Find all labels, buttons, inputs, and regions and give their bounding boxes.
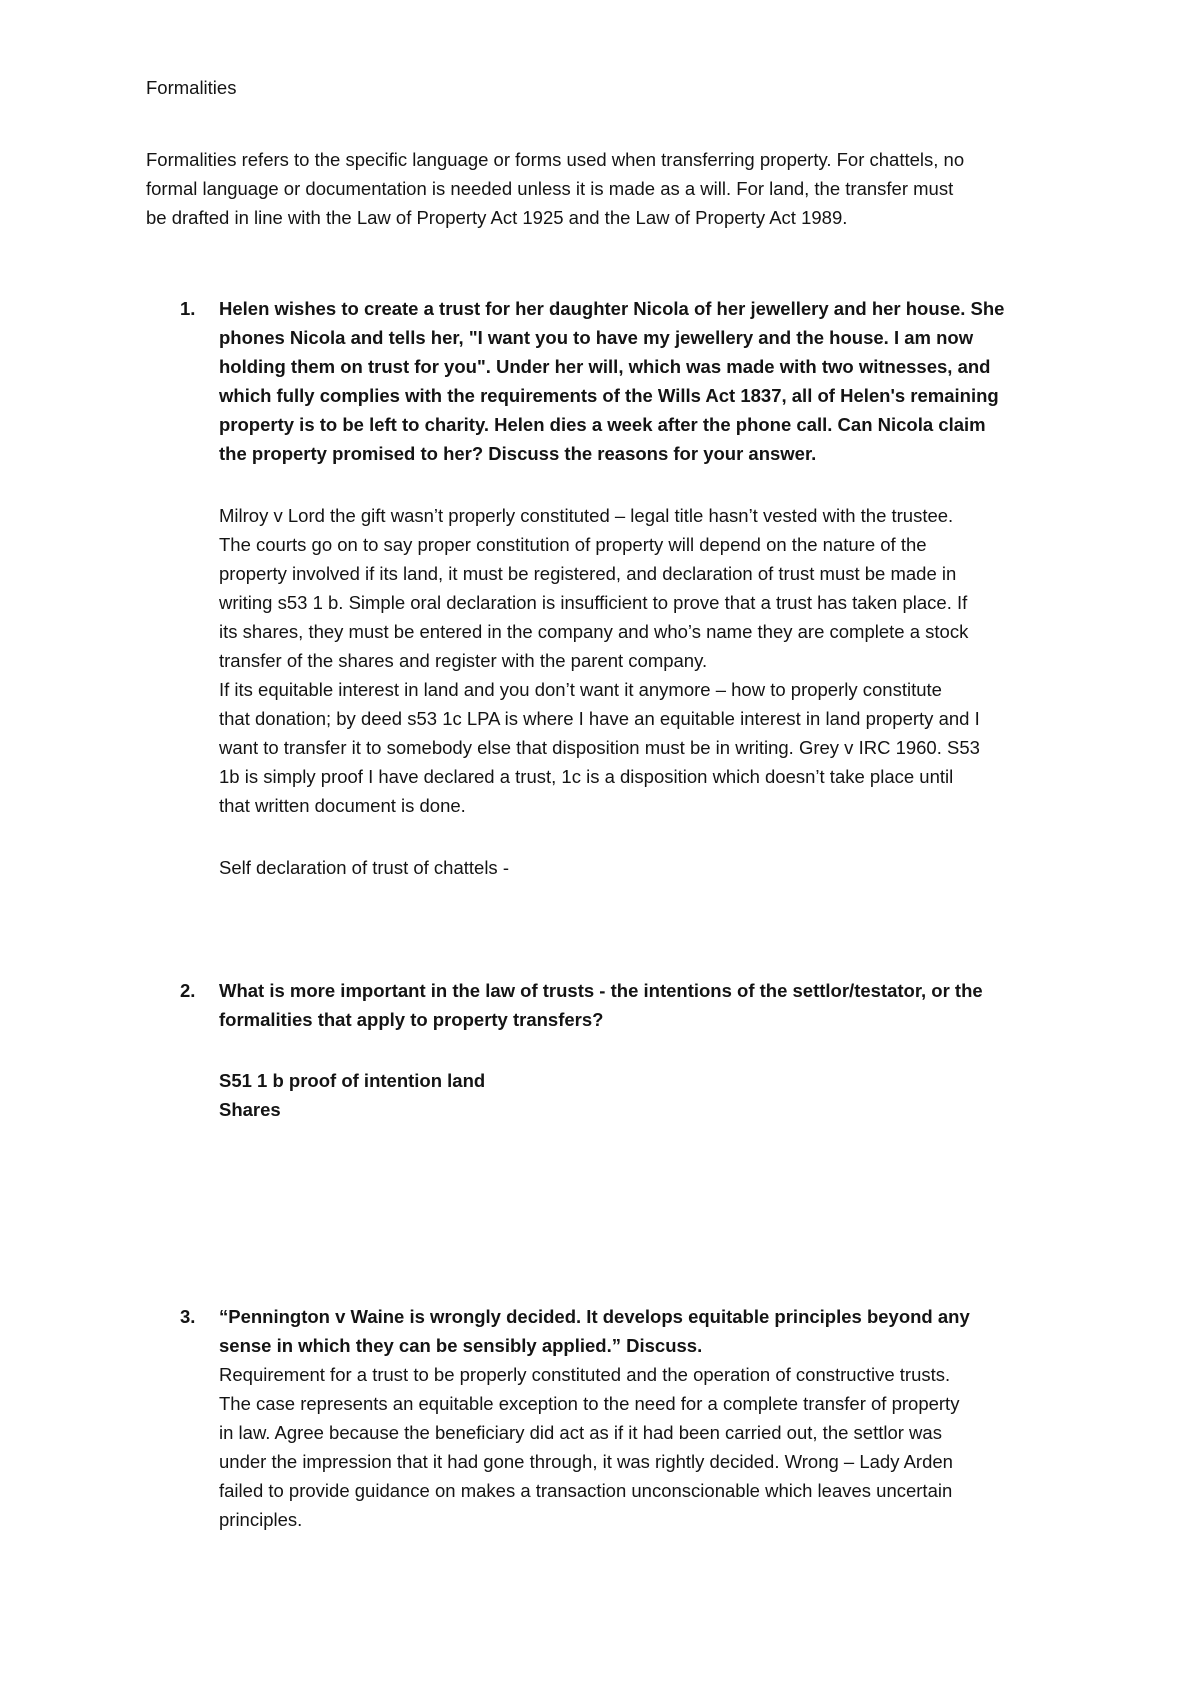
answer-line: The courts go on to say proper constitution of property will depend on the nature of the: [219, 534, 927, 555]
answer-line: that written document is done.: [219, 795, 466, 816]
answer-line: The case represents an equitable exception to the need for a complete transfer of property: [219, 1393, 960, 1414]
answer-line: writing s53 1 b. Simple oral declaration is insufficient to prove that a trust has taken place. If: [219, 592, 968, 613]
answer-line: 1b is simply proof I have declared a trust, 1c is a disposition which doesn’t take place until: [219, 766, 954, 787]
intro-line: Formalities refers to the specific language or forms used when transferring property. For chattels, no: [146, 149, 965, 170]
question-line: which fully complies with the requirements of the Wills Act 1837, all of Helen's remaining: [219, 385, 999, 406]
question-line: formalities that apply to property transfers?: [219, 1009, 604, 1030]
question-line: “Pennington v Waine is wrongly decided. It develops equitable principles beyond any: [219, 1306, 970, 1327]
intro-line: be drafted in line with the Law of Property Act 1925 and the Law of Property Act 1989.: [146, 207, 848, 228]
answer-line: its shares, they must be entered in the company and who’s name they are complete a stock: [219, 621, 969, 642]
answer-line: principles.: [219, 1509, 303, 1530]
answer-line: failed to provide guidance on makes a transaction unconscionable which leaves uncertain: [219, 1480, 953, 1501]
answer-line: If its equitable interest in land and you don’t want it anymore – how to properly constitute: [219, 679, 942, 700]
answer-line: Requirement for a trust to be properly constituted and the operation of constructive trusts.: [219, 1364, 951, 1385]
note-line: S51 1 b proof of intention land: [219, 1070, 486, 1091]
question-line: holding them on trust for you". Under her will, which was made with two witnesses, and: [219, 356, 991, 377]
answer-line: property involved if its land, it must be registered, and declaration of trust must be made in: [219, 563, 957, 584]
question-line: sense in which they can be sensibly applied.” Discuss.: [219, 1335, 703, 1356]
answer-line: that donation; by deed s53 1c LPA is where I have an equitable interest in land property and I: [219, 708, 980, 729]
document-title: Formalities: [146, 77, 237, 98]
answer-line: transfer of the shares and register with the parent company.: [219, 650, 708, 671]
intro-line: formal language or documentation is needed unless it is made as a will. For land, the transfer must: [146, 178, 954, 199]
answer-line: Milroy v Lord the gift wasn’t properly constituted – legal title hasn’t vested with the trustee.: [219, 505, 954, 526]
answer-line: in law. Agree because the beneficiary did act as if it had been carried out, the settlor was: [219, 1422, 942, 1443]
note-line: Shares: [219, 1099, 281, 1120]
question-line: phones Nicola and tells her, "I want you to have my jewellery and the house. I am now: [219, 327, 974, 348]
question-line: What is more important in the law of trusts - the intentions of the settlor/testator, or the: [219, 980, 983, 1001]
answer-line: under the impression that it had gone through, it was rightly decided. Wrong – Lady Arden: [219, 1451, 953, 1472]
question-line: the property promised to her? Discuss the reasons for your answer.: [219, 443, 817, 464]
question-number: 1.: [180, 298, 196, 319]
question-line: Helen wishes to create a trust for her daughter Nicola of her jewellery and her house. She: [219, 298, 1005, 319]
question-line: property is to be left to charity. Helen dies a week after the phone call. Can Nicola claim: [219, 414, 986, 435]
question-number: 2.: [180, 980, 196, 1001]
note-line: Self declaration of trust of chattels -: [219, 857, 509, 878]
question-number: 3.: [180, 1306, 196, 1327]
answer-line: want to transfer it to somebody else that disposition must be in writing. Grey v IRC 1960. S53: [219, 737, 980, 758]
